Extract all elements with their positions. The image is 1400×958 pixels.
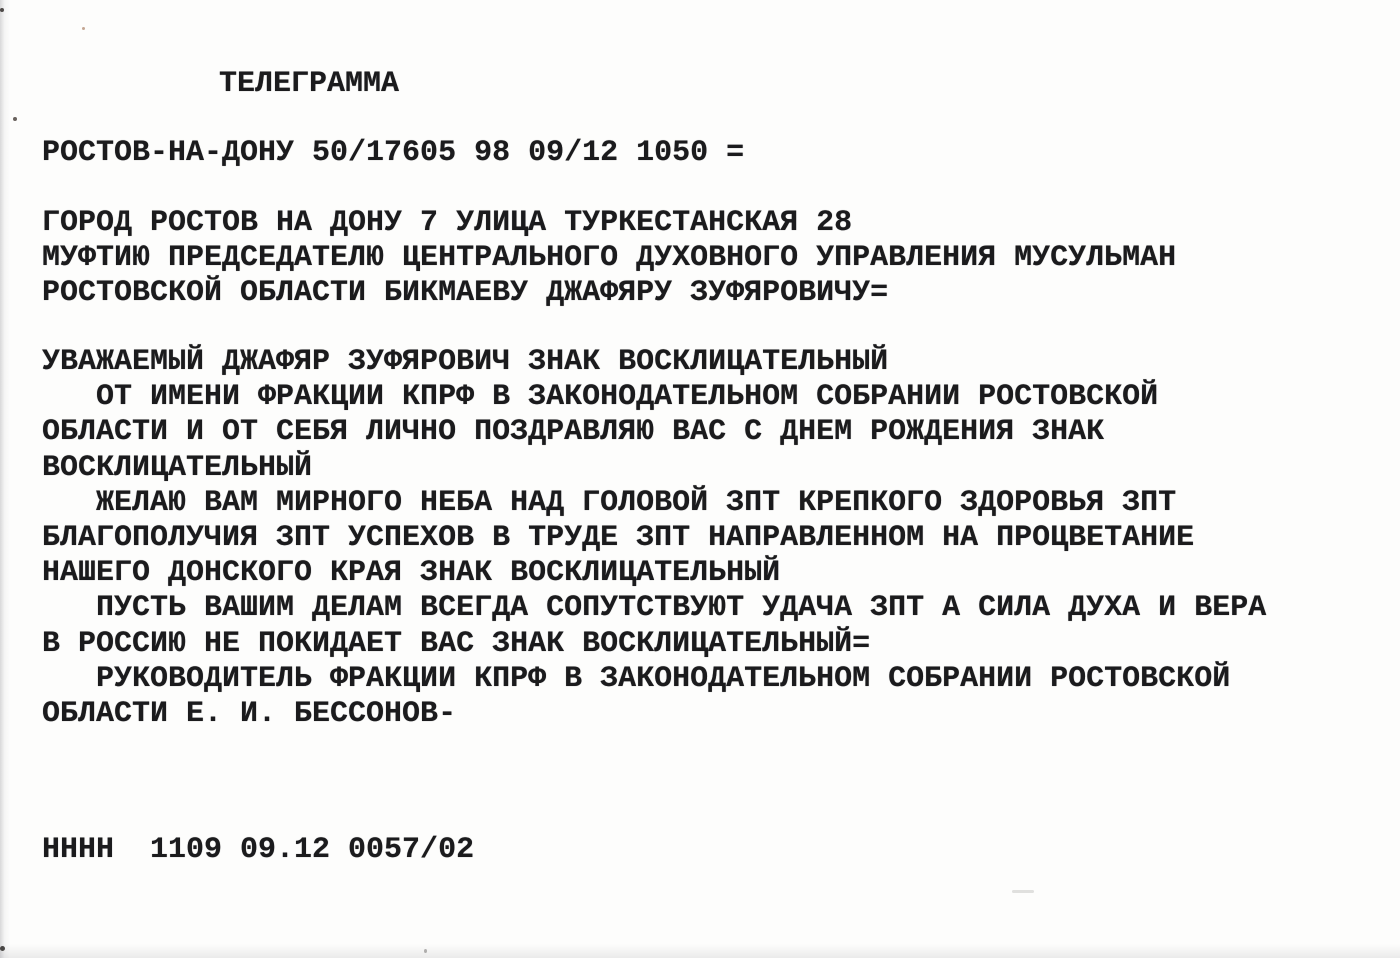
text-line: УВАЖАЕМЫЙ ДЖАФЯР ЗУФЯРОВИЧ ЗНАК ВОСКЛИЦАТЕЛЬНЫЙ bbox=[42, 345, 889, 379]
telegram-address-block bbox=[42, 206, 1176, 312]
scan-speck bbox=[13, 117, 17, 121]
scan-smudge bbox=[1012, 890, 1034, 893]
text-line: ОТ ИМЕНИ ФРАКЦИИ КПРФ В ЗАКОНОДАТЕЛЬНОМ СОБРАНИИ РОСТОВСКОЙ bbox=[42, 380, 1159, 415]
text-line: РУКОВОДИТЕЛЬ ФРАКЦИИ КПРФ В ЗАКОНОДАТЕЛЬНОМ СОБРАНИИ РОСТОВСКОЙ bbox=[42, 661, 1231, 696]
telegram-title: ТЕЛЕГРАММА bbox=[219, 67, 400, 101]
telegram-service-line: НННН 1109 09.12 0057/02 bbox=[42, 833, 475, 867]
telegram-body-block bbox=[42, 345, 1266, 732]
text-line: БЛАГОПОЛУЧИЯ ЗПТ УСПЕХОВ В ТРУДЕ ЗПТ НАПРАВЛЕННОМ НА ПРОЦВЕТАНИЕ bbox=[42, 521, 1195, 556]
text-line: В РОССИЮ НЕ ПОКИДАЕТ ВАС ЗНАК ВОСКЛИЦАТЕЛЬНЫЙ= bbox=[42, 626, 871, 661]
text-line: НАШЕГО ДОНСКОГО КРАЯ ЗНАК ВОСКЛИЦАТЕЛЬНЫЙ bbox=[42, 556, 781, 591]
text-line: МУФТИЮ ПРЕДСЕДАТЕЛЮ ЦЕНТРАЛЬНОГО ДУХОВНОГО УПРАВЛЕНИЯ МУСУЛЬМАН bbox=[42, 241, 1177, 276]
scan-speck bbox=[0, 946, 5, 951]
text-line: ОБЛАСТИ Е. И. БЕССОНОВ- bbox=[42, 697, 457, 732]
text-line: ПУСТЬ ВАШИМ ДЕЛАМ ВСЕГДА СОПУТСТВУЮТ УДАЧА ЗПТ А СИЛА ДУХА И ВЕРА bbox=[42, 591, 1267, 626]
telegram-routing-line: РОСТОВ-НА-ДОНУ 50/17605 98 09/12 1050 = bbox=[42, 136, 745, 170]
scan-speck bbox=[82, 27, 85, 30]
scan-speck bbox=[424, 949, 427, 953]
scan-edge-shadow-left bbox=[0, 0, 10, 958]
text-line: ЖЕЛАЮ ВАМ МИРНОГО НЕБА НАД ГОЛОВОЙ ЗПТ КРЕПКОГО ЗДОРОВЬЯ ЗПТ bbox=[42, 485, 1177, 520]
text-line: ГОРОД РОСТОВ НА ДОНУ 7 УЛИЦА ТУРКЕСТАНСКАЯ 28 bbox=[42, 206, 853, 240]
scan-speck bbox=[0, 8, 4, 12]
text-line: ВОСКЛИЦАТЕЛЬНЫЙ bbox=[42, 450, 313, 485]
scan-edge-shadow-bottom bbox=[0, 944, 1400, 958]
text-line: РОСТОВСКОЙ ОБЛАСТИ БИКМАЕВУ ДЖАФЯРУ ЗУФЯРОВИЧУ= bbox=[42, 276, 889, 311]
text-line: ОБЛАСТИ И ОТ СЕБЯ ЛИЧНО ПОЗДРАВЛЯЮ ВАС С ДНЕМ РОЖДЕНИЯ ЗНАК bbox=[42, 415, 1105, 450]
